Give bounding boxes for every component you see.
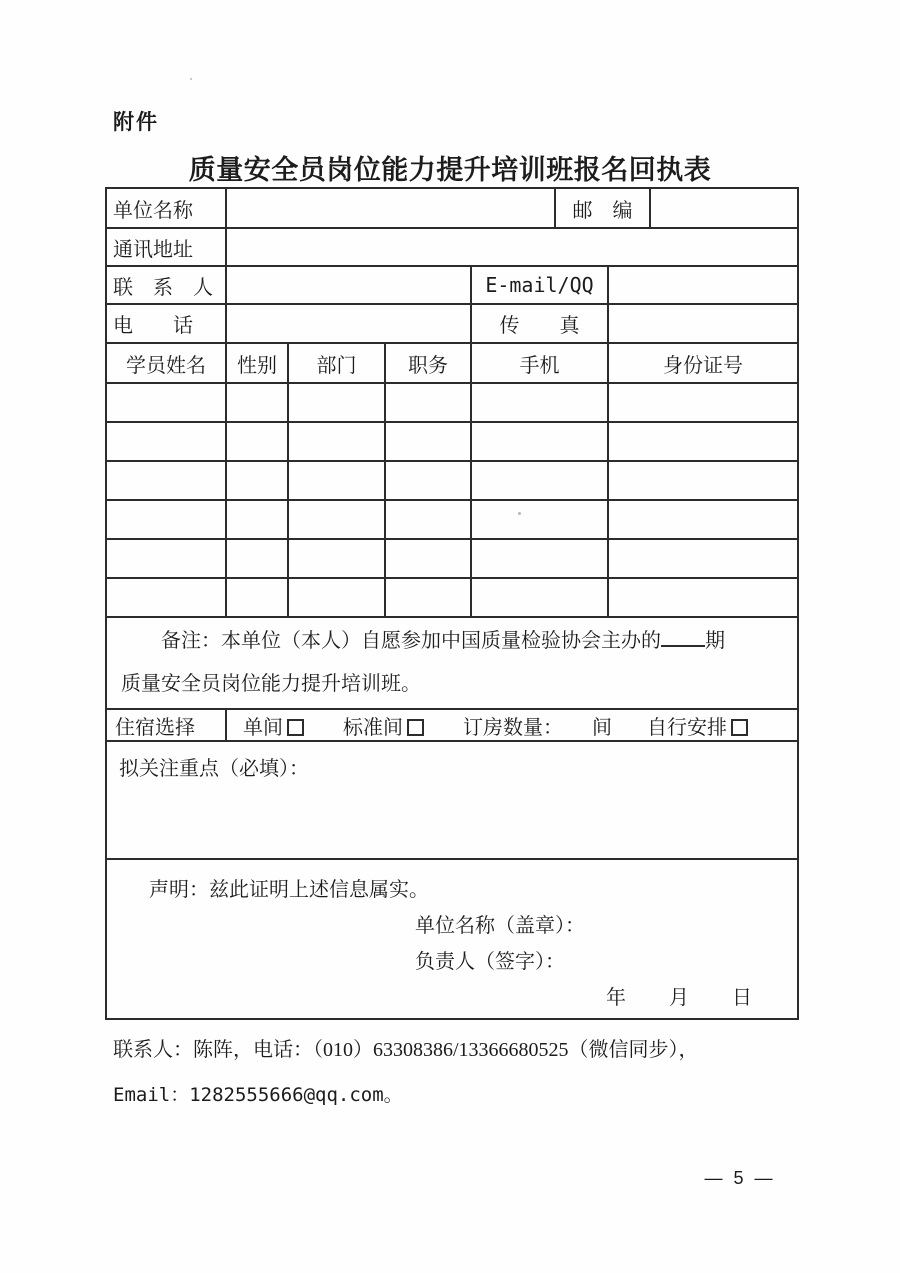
- standard-room-option: 标准间: [343, 717, 424, 739]
- table-cell: [106, 461, 226, 500]
- student-empty-row: [106, 422, 798, 461]
- table-cell: [288, 539, 385, 578]
- attachment-label: 附件: [113, 111, 159, 134]
- table-cell: [471, 383, 608, 422]
- table-cell: [608, 539, 798, 578]
- table-cell: [471, 578, 608, 617]
- self-arrange-option: 自行安排: [647, 717, 748, 739]
- fax-label: 传 真: [471, 304, 608, 343]
- table-cell: [106, 539, 226, 578]
- form-title: 质量安全员岗位能力提升培训班报名回执表: [188, 155, 712, 185]
- remark-text-line2: 质量安全员岗位能力提升培训班。: [121, 673, 421, 695]
- unit-name-row: [106, 188, 798, 228]
- table-cell: [106, 578, 226, 617]
- student-empty-row: [106, 383, 798, 422]
- phone-row: [106, 304, 798, 343]
- student-name-header: 学员姓名: [106, 343, 226, 383]
- blank-underline: [661, 627, 705, 647]
- contact-person-field: [226, 266, 471, 304]
- unit-name-label: 单位名称: [106, 188, 226, 228]
- focus-points-cell: [106, 741, 798, 859]
- table-cell: [385, 500, 471, 539]
- table-cell: [288, 383, 385, 422]
- single-room-option: 单间: [243, 717, 304, 739]
- declaration-row: [106, 859, 798, 1019]
- remark-row: [106, 617, 798, 709]
- table-cell: [288, 422, 385, 461]
- page-number: — 5 —: [704, 1168, 776, 1188]
- registration-form-table: [105, 187, 799, 1020]
- focus-points-label: 拟关注重点（必填）：: [119, 758, 309, 780]
- phone-label: 电 话: [106, 304, 226, 343]
- gender-header: 性别: [226, 343, 288, 383]
- table-cell: [471, 500, 608, 539]
- room-unit-label: 间: [592, 716, 612, 739]
- accommodation-label: 住宿选择: [106, 709, 226, 741]
- address-field: [226, 228, 798, 266]
- footer-email-line: Email：1282555666@qq.com。: [113, 1084, 403, 1106]
- table-cell: [226, 578, 288, 617]
- declaration-cell: [106, 859, 798, 1019]
- table-cell: [608, 578, 798, 617]
- table-cell: [106, 383, 226, 422]
- unit-name-field: [226, 188, 555, 228]
- footer-contact-info: [113, 1028, 793, 1118]
- single-room-checkbox: [287, 719, 304, 736]
- fax-field: [608, 304, 798, 343]
- signature-label: 负责人（签字）：: [415, 951, 565, 973]
- booking-quantity-label: 订房数量：: [463, 716, 563, 739]
- table-cell: [288, 578, 385, 617]
- position-header: 职务: [385, 343, 471, 383]
- phone-field: [226, 304, 471, 343]
- table-cell: [385, 383, 471, 422]
- postal-code-field: [650, 188, 798, 228]
- table-cell: [608, 461, 798, 500]
- mobile-header: 手机: [471, 343, 608, 383]
- email-qq-label: E-mail/QQ: [471, 266, 608, 304]
- student-empty-row: [106, 539, 798, 578]
- table-cell: [385, 539, 471, 578]
- table-cell: [226, 500, 288, 539]
- unit-seal-label: 单位名称（盖章）：: [415, 915, 585, 937]
- student-empty-row: [106, 500, 798, 539]
- table-cell: [385, 422, 471, 461]
- email-qq-field: [608, 266, 798, 304]
- table-cell: [608, 383, 798, 422]
- student-empty-row: [106, 461, 798, 500]
- student-empty-row: [106, 578, 798, 617]
- table-cell: [226, 422, 288, 461]
- table-cell: [385, 461, 471, 500]
- table-cell: [226, 461, 288, 500]
- accommodation-options: [226, 709, 798, 741]
- table-cell: [471, 539, 608, 578]
- footer-contact-line: 联系人：陈阵，电话：（010）63308386/13366680525（微信同步），: [113, 1039, 699, 1061]
- table-cell: [471, 461, 608, 500]
- self-arrange-checkbox: [731, 719, 748, 736]
- table-cell: [288, 461, 385, 500]
- remark-text-line1: 备注：本单位（本人）自愿参加中国质量检验协会主办的 期: [121, 620, 781, 663]
- contact-person-label: 联 系 人: [106, 266, 226, 304]
- table-cell: [471, 422, 608, 461]
- id-number-header: 身份证号: [608, 343, 798, 383]
- table-cell: [608, 500, 798, 539]
- table-cell: [106, 422, 226, 461]
- postal-code-label: 邮 编: [555, 188, 650, 228]
- contact-person-row: [106, 266, 798, 304]
- standard-room-checkbox: [407, 719, 424, 736]
- table-cell: [608, 422, 798, 461]
- table-cell: [106, 500, 226, 539]
- table-cell: [226, 539, 288, 578]
- accommodation-row: [106, 709, 798, 741]
- department-header: 部门: [288, 343, 385, 383]
- declaration-statement: 声明：兹此证明上述信息属实。: [149, 879, 429, 901]
- date-line: 年 月 日: [606, 987, 753, 1009]
- table-cell: [385, 578, 471, 617]
- address-row: [106, 228, 798, 266]
- focus-row: [106, 741, 798, 859]
- scan-speck: [190, 78, 192, 80]
- table-cell: [226, 383, 288, 422]
- remark-cell: [106, 617, 798, 709]
- address-label: 通讯地址: [106, 228, 226, 266]
- student-header-row: [106, 343, 798, 383]
- table-cell: [288, 500, 385, 539]
